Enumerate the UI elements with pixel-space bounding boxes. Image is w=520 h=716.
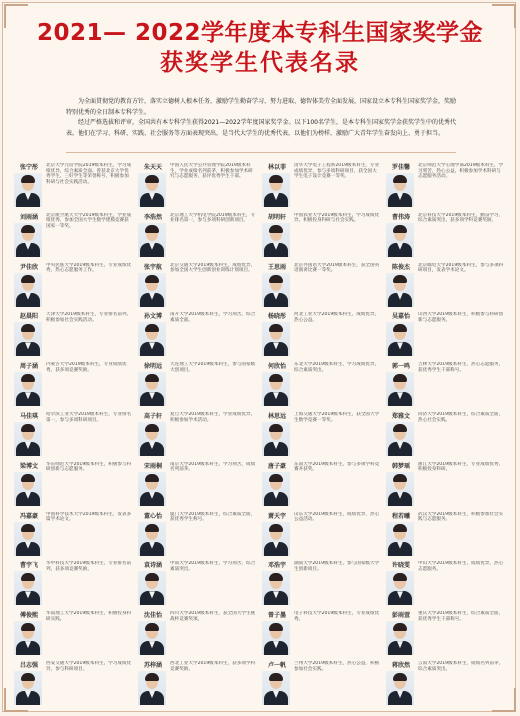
student-description: 北京师范大学心理学部2019级本科生，学习刻苦，热心公益，积极参加学术科研与志愿服务活动。 [418,163,504,180]
student-card [260,309,384,359]
student-card [12,558,136,608]
student-photo [14,223,42,257]
student-photo [138,621,166,655]
student-photo [262,223,290,257]
student-photo [386,422,414,456]
student-card [136,210,260,260]
student-card [384,459,508,509]
student-card [136,459,260,509]
student-card [136,658,260,708]
student-photo [386,671,414,705]
student-name: 王思雨 [267,263,286,271]
student-card [384,558,508,608]
student-name: 邓浩宇 [267,562,286,570]
student-description: 东南大学2019级本科生，参与多项学科竞赛并获奖。 [294,461,380,473]
student-description: 华南理工大学2019级本科生，积极投身科研实践。 [46,611,132,622]
student-description: 武汉大学2019级本科生，积极参加社会实践与志愿服务。 [418,511,504,523]
student-description: 上海交通大学2019级本科生，获全国大学生数学竞赛一等奖。 [294,411,380,423]
student-card [12,459,136,509]
student-grid [12,160,508,708]
student-description: 同济大学2019级本科生，综合素质全面，热心社会实践。 [418,411,504,423]
intro-paragraph: 经过严格选拔和评审，全国共有本专科学生获得2021—2022学年度国家奖学金。以下100名学生，是本专科生国家奖学金获奖学生中的优秀代表。他们在学习、科研、实践、社会服务等方面表现突出，是当代大学生的优秀代表，以他们为榜样，激励广大青年学生奋发向上、勇于担当。 [66,119,456,137]
student-photo [262,671,290,705]
student-photo [14,422,42,456]
student-photo [386,472,414,506]
student-description: 东北大学2019级本科生，学习成绩优异，综合素质突出。 [294,362,380,373]
student-card [260,608,384,658]
student-card [136,608,260,658]
student-photo [386,621,414,655]
student-card [384,608,508,658]
student-card [260,409,384,459]
student-card [136,160,260,210]
student-photo [14,472,42,506]
student-name: 陈俊杰 [391,263,410,271]
student-name: 李浩然 [143,213,162,221]
student-name: 蒋欣然 [391,661,410,669]
student-description: 云南大学2019级本科生，成绩名列前茅，综合素质突出。 [418,660,504,672]
student-card [136,509,260,559]
student-photo [262,472,290,506]
student-photo [262,372,290,406]
student-name: 杨晓彤 [267,313,286,321]
student-card [260,210,384,260]
student-photo [262,621,290,655]
student-card [384,210,508,260]
divider [66,152,456,153]
student-name: 吕志强 [19,661,38,669]
student-card [260,260,384,310]
student-card [384,409,508,459]
student-description: 北京外国语大学2019级本科生，获全国英语演讲比赛一等奖。 [294,262,380,274]
student-description: 哈尔滨工业大学2019级本科生，专业排名第一，参与多项科研项目。 [46,411,132,423]
student-card [384,359,508,409]
student-card [260,509,384,559]
student-name: 萧天宇 [267,512,286,520]
student-description: 复旦大学2019级本科生，学业成绩优异，积极参加学术活动。 [170,411,256,423]
student-card [260,359,384,409]
student-photo [138,173,166,207]
student-description: 华东师范大学2019级本科生，积极参与科研创新与志愿服务。 [46,461,132,473]
student-name: 沈佳怡 [143,612,162,620]
student-card [260,160,384,210]
student-description: 中南大学2019级本科生，学习刻苦，综合素质突出。 [170,561,256,572]
student-photo [14,621,42,655]
student-card [12,359,136,409]
student-photo [138,223,166,257]
student-card [12,309,136,359]
student-photo [138,571,166,605]
student-name: 程若曦 [391,512,410,520]
student-name: 赵晨阳 [19,313,38,321]
student-photo [386,273,414,307]
student-name: 何欣怡 [267,363,286,371]
student-name: 刘雨涵 [19,213,38,221]
student-name: 卢一帆 [267,661,286,669]
student-name: 马佳琪 [19,412,38,420]
student-description: 北京邮电大学2019级本科生，参与多项科研项目，发表学术论文。 [418,262,504,274]
student-photo [262,273,290,307]
student-photo [386,522,414,556]
student-description: 北京理工大学机电学院2019级本科生，专业排名第一，参与多项科研创新项目。 [170,212,256,224]
student-card [384,260,508,310]
student-description: 中国农业大学2019级本科生，学习成绩优异，积极投身科研与社会实践。 [294,212,380,224]
student-description: 清华大学电子工程系2019级本科生，专业成绩优异，参与多项科研项目，获全国大学生电子设计竞赛一等奖。 [294,163,380,180]
student-photo [14,273,42,307]
student-description: 重庆大学2019级本科生，综合素质全面，获优秀学生干部称号。 [418,611,504,622]
student-name: 朱天天 [143,164,162,171]
student-photo [14,322,42,356]
student-card [136,309,260,359]
student-name: 林思远 [267,412,286,420]
student-photo [262,173,290,207]
student-photo [262,422,290,456]
student-photo [14,372,42,406]
student-name: 周子涵 [19,363,38,371]
student-card [12,160,136,210]
student-card [260,658,384,708]
student-card [136,558,260,608]
student-name: 郑雅文 [391,412,410,420]
student-card [136,260,260,310]
student-photo [386,571,414,605]
student-description: 浙江大学2019级本科生，专业成绩优秀，积极投身科研。 [418,461,504,473]
student-description: 中山大学2019级本科生，成绩优异，热心志愿服务。 [418,561,504,572]
student-name: 徐明远 [143,363,162,371]
student-name: 袁诗涵 [143,562,162,570]
student-name: 傅俊熙 [19,612,38,620]
student-name: 张宁彤 [19,164,38,171]
student-card [136,409,260,459]
page-subtitle: 获奖学生代表名录 [160,50,360,76]
student-photo [262,322,290,356]
student-card [12,260,136,310]
student-name: 许晓雯 [391,562,410,570]
student-card [12,608,136,658]
student-description: 南开大学2019级本科生，学习刻苦，综合素质全面。 [170,312,256,323]
student-description: 北京交通大学2019级本科生，成绩优异，参加全国大学生创新创业训练计划项目。 [170,262,256,274]
student-photo [386,173,414,207]
student-description: 南京大学2019级本科生，学习刻苦，成绩名列前茅。 [170,461,256,473]
student-description: 中央民族大学2019级本科生，专业成绩优秀，热心志愿服务工作。 [46,262,132,274]
student-photo [138,322,166,356]
student-name: 张宇航 [143,263,162,271]
student-description: 西安交通大学2019级本科生，学习成绩优异，参与科研项目。 [46,660,132,672]
student-description: 湖南大学2019级本科生，参与国家级大学生创新项目。 [294,561,380,572]
student-name: 梁博文 [19,462,38,470]
intro-paragraph: 为全面贯彻党的教育方针，落实立德树人根本任务，激励学生勤奋学习、努力进取、德智体美劳全面发展，国家设立本专科生国家奖学金，奖励特别优秀的全日制本专科学生。 [66,98,457,116]
student-description: 华中科技大学2019级本科生，专业排名前列，获多项竞赛奖励。 [46,561,132,572]
student-description: 山东大学2019级本科生，成绩优异，热心公益活动。 [294,511,380,523]
student-name: 董心怡 [143,512,162,520]
student-photo [138,273,166,307]
student-name: 曹伟涛 [391,213,410,221]
student-name: 高子轩 [143,412,162,420]
student-card [384,160,508,210]
student-card [12,409,136,459]
student-description: 北京科技大学2019级本科生，勤奋学习，综合素质突出，获多项学科竞赛奖励。 [418,212,504,224]
student-photo [386,372,414,406]
student-card [384,509,508,559]
student-name: 胡明轩 [267,213,286,221]
student-card [136,359,260,409]
student-photo [14,671,42,705]
student-description: 电子科技大学2019级本科生，专业成绩优秀。 [294,611,380,622]
student-photo [262,522,290,556]
student-description: 中国科学技术大学2019级本科生，发表多篇学术论文。 [46,511,132,523]
student-photo [14,173,42,207]
student-description: 北京大学元培学院2019级本科生，学习成绩优异，综合素质全面。曾获北京大学优秀学生、三好学生等荣誉称号，积极参加科研与社会实践活动。 [46,163,132,185]
student-photo [14,522,42,556]
student-card [260,459,384,509]
student-name: 韩梦瑶 [391,462,410,470]
intro-text [66,97,456,139]
student-photo [138,372,166,406]
student-description: 河北工业大学2019级本科生，成绩优异，热心公益。 [294,312,380,323]
student-name: 彭雨萱 [391,612,410,620]
student-photo [386,322,414,356]
student-name: 林以菲 [267,164,286,171]
student-description: 大连理工大学2019级本科生，参与国家级大创项目。 [170,362,256,373]
student-photo [138,472,166,506]
student-name: 罗佳馨 [391,164,410,171]
student-photo [138,671,166,705]
student-card [384,309,508,359]
student-description: 兰州大学2019级本科生，热心公益，积极参加社会实践。 [294,660,380,672]
page-title: 2021— 2022学年度本专科生国家奖学金 [36,20,484,46]
student-description: 天津大学2019级本科生，专业排名前列，积极参加社会实践活动。 [46,312,132,323]
student-name: 吴嘉怡 [391,313,410,321]
student-description: 山西大学2019级本科生，积极参与科研创新与志愿服务。 [418,312,504,323]
student-name: 宋雨桐 [143,462,162,470]
student-description: 四川大学2019级本科生，获全国大学生挑战杯竞赛奖项。 [170,611,256,622]
student-name: 唐子豪 [267,462,286,470]
student-photo [262,571,290,605]
student-card [12,658,136,708]
student-photo [138,422,166,456]
student-name: 冯嘉豪 [19,512,38,520]
student-description: 北京航空航天大学2019级本科生，学业成绩优秀，参加全国大学生数学建模竞赛获国家一等奖。 [46,212,132,229]
student-card [384,658,508,708]
student-card [12,509,136,559]
student-card [12,210,136,260]
student-description: 中国人民大学公共管理学院2019级本科生，学业成绩名列前茅，积极参加学术研究与志愿服务，获评优秀学生干部。 [170,163,253,180]
student-description: 吉林大学2019级本科生，热心志愿服务，获优秀学生干部称号。 [418,362,504,373]
student-name: 郭一鸣 [391,363,410,371]
student-name: 曹宇飞 [19,562,38,570]
student-card [260,558,384,608]
student-photo [138,522,166,556]
student-name: 孙文博 [143,313,162,321]
student-name: 苏梓涵 [143,661,162,669]
student-name: 曾子墨 [267,612,286,620]
student-photo [14,571,42,605]
student-description: 内蒙古大学2019级本科生，专业成绩优秀，获多项竞赛奖励。 [46,362,127,373]
student-name: 尹佳欣 [19,263,38,271]
student-photo [386,223,414,257]
student-description: 西北工业大学2019级本科生，获多项学科竞赛奖励。 [170,660,256,672]
student-description: 厦门大学2019级本科生，综合素质全面，获优秀学生称号。 [170,511,256,523]
